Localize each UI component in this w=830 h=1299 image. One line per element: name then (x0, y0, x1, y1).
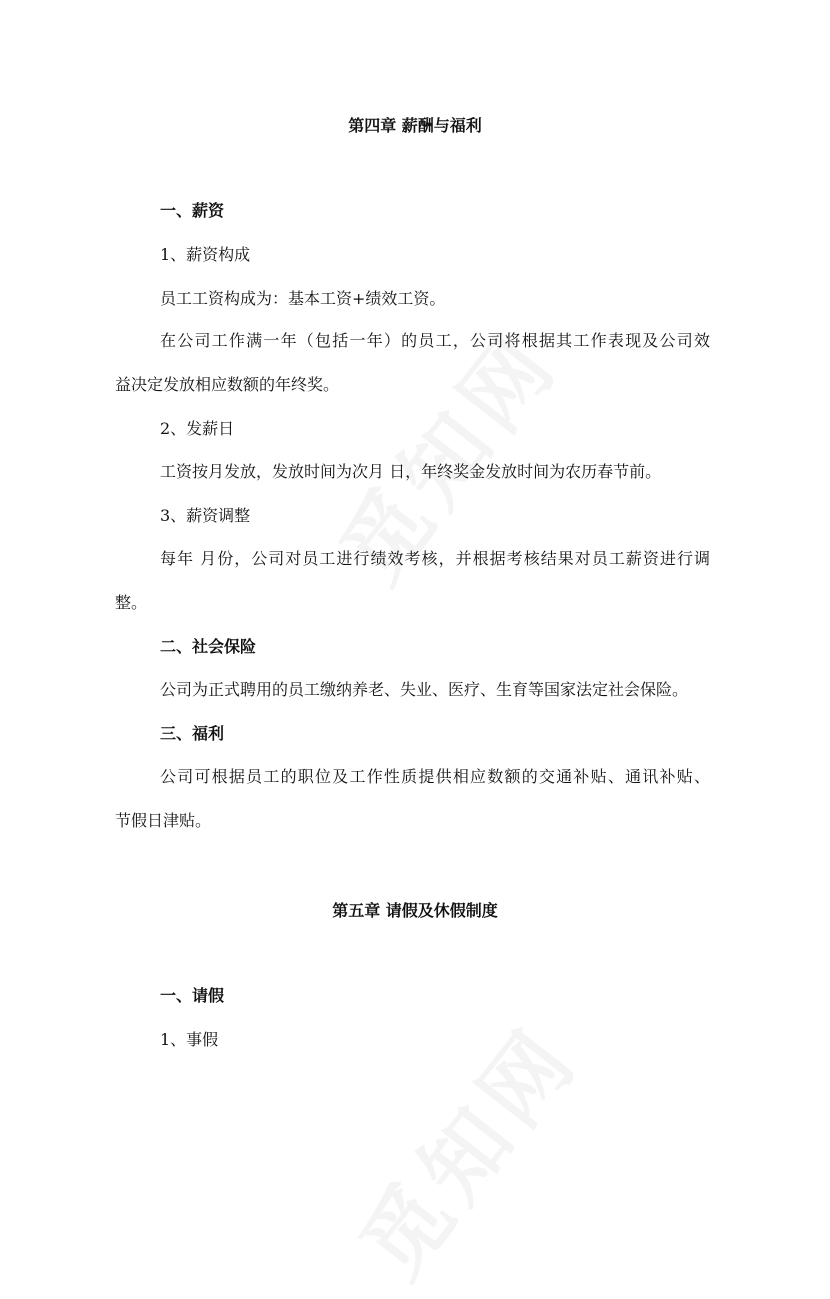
paragraph-line: 每年 月份，公司对员工进行绩效考核，并根据考核结果对员工薪资进行调 (160, 549, 710, 568)
paragraph-line: 公司可根据员工的职位及工作性质提供相应数额的交通补贴、通讯补贴、 (160, 767, 710, 786)
subheading: 1、薪资构成 (160, 245, 251, 264)
subheading: 1、事假 (160, 1030, 219, 1049)
paragraph-line: 节假日津贴。 (115, 811, 212, 830)
chapter-title: 第四章 薪酬与福利 (348, 116, 482, 135)
section-heading: 二、社会保险 (160, 637, 257, 656)
section-heading: 一、请假 (160, 986, 225, 1005)
paragraph: 公司为正式聘用的员工缴纳养老、失业、医疗、生育等国家法定社会保险。 (160, 680, 689, 699)
paragraph: 员工工资构成为：基本工资+绩效工资。 (160, 289, 446, 308)
paragraph: 工资按月发放，发放时间为次月 日，年终奖金发放时间为农历春节前。 (160, 462, 662, 481)
section-heading: 一、薪资 (160, 201, 225, 220)
paragraph-line: 在公司工作满一年（包括一年）的员工，公司将根据其工作表现及公司效 (160, 331, 710, 350)
chapter-title: 第五章 请假及休假制度 (332, 901, 498, 920)
section-heading: 三、福利 (160, 724, 225, 743)
subheading: 2、发薪日 (160, 419, 235, 438)
paragraph-line: 益决定发放相应数额的年终奖。 (115, 375, 340, 394)
watermark (326, 995, 601, 1298)
paragraph-line: 整。 (115, 593, 148, 612)
subheading: 3、薪资调整 (160, 506, 251, 525)
